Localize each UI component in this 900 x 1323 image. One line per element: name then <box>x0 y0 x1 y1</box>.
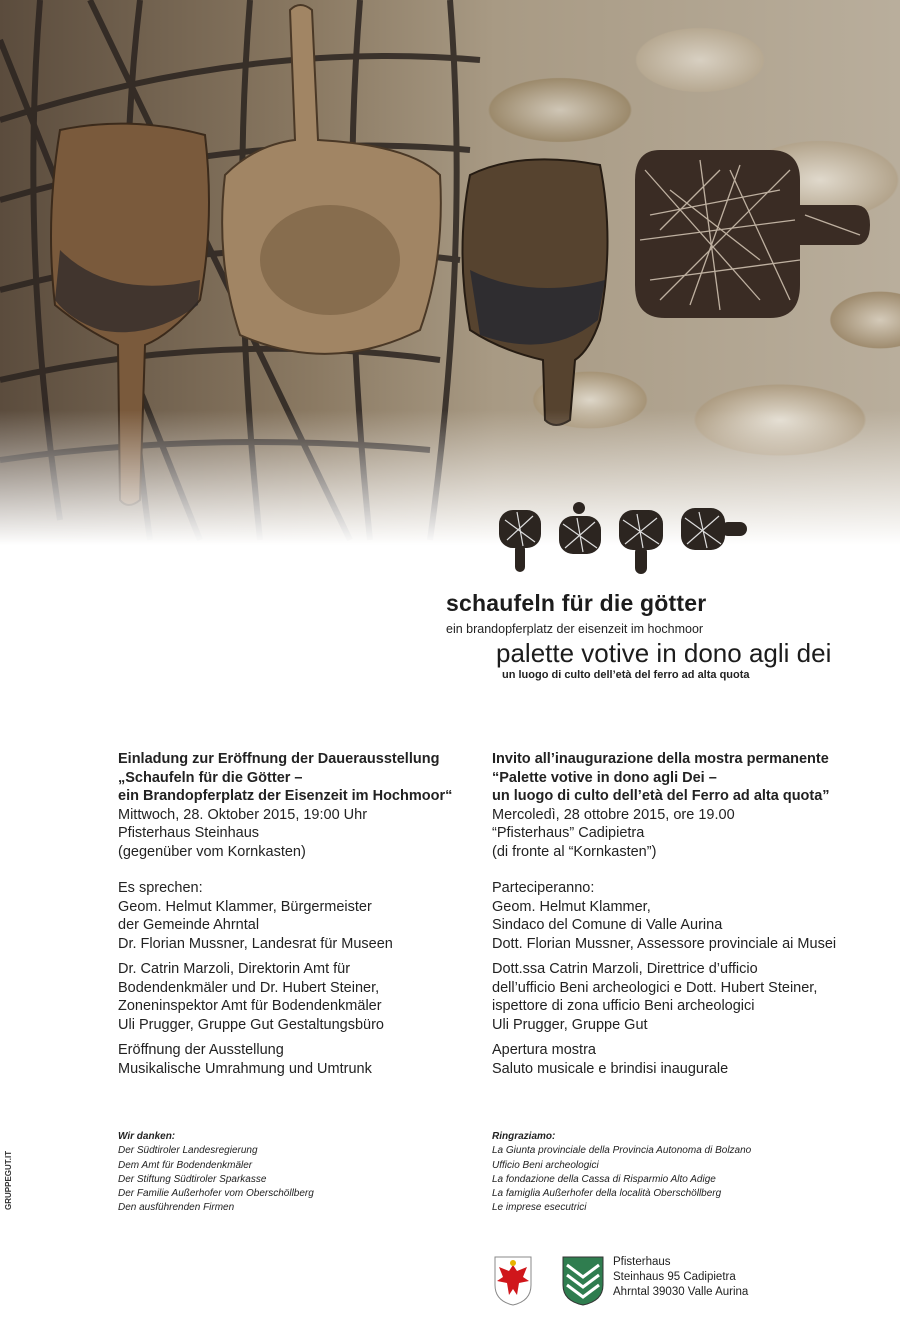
speaker-line: Dott. Florian Mussner, Assessore provinciale ai Musei <box>492 935 837 952</box>
invite-heading: Einladung zur Eröffnung der Dauerausstellung <box>118 751 440 767</box>
exhibition-name-line2: un luogo di culto dell’età del Ferro ad alta quota” <box>492 788 830 804</box>
speakers-heading: Parteciperanno: <box>492 880 595 896</box>
speaker-line: Uli Prugger, Gruppe Gut Gestaltungsbüro <box>118 1016 384 1033</box>
speaker-line: Dott.ssa Catrin Marzoli, Direttrice d’ufficio <box>492 961 758 977</box>
invite-heading: Invito all’inaugurazione della mostra permanente <box>492 751 829 767</box>
subtitle-italian: un luogo di culto dell’età del ferro ad alta quota <box>502 669 750 681</box>
thanks-item: La famiglia Außerhofer della località Oberschöllberg <box>492 1188 722 1200</box>
thanks-item: Der Familie Außerhofer vom Oberschöllberg <box>118 1188 314 1200</box>
speaker-line: ispettore di zona ufficio Beni archeologici <box>492 998 755 1014</box>
shovel-glyph-3-icon <box>619 510 663 574</box>
speaker-line: Sindaco del Comune di Valle Aurina <box>492 917 723 933</box>
thanks-italian <box>492 1130 751 1216</box>
exhibition-name-line1: “Palette votive in dono agli Dei – <box>492 769 717 786</box>
scratched-shovel-graphic <box>635 150 870 318</box>
designer-credit: GRUPPEGUT.IT <box>4 1150 13 1210</box>
thanks-item: Ufficio Beni archeologici <box>492 1159 599 1171</box>
thanks-item: La fondazione della Cassa di Risparmio Alto Adige <box>492 1173 716 1185</box>
event-date: Mercoledì, 28 ottobre 2015, ore 19.00 <box>492 806 735 823</box>
event-place: Pfisterhaus Steinhaus <box>118 825 260 841</box>
subtitle-german: ein brandopferplatz der eisenzeit im hochmoor <box>446 622 704 636</box>
shovel-glyph-2-icon <box>559 502 601 554</box>
south-tyrol-eagle-crest-icon <box>493 1255 533 1307</box>
shovel-glyph-4-icon <box>681 508 747 550</box>
speakers-heading: Es sprechen: <box>118 880 203 896</box>
address-line: Ahrntal 39030 Valle Aurina <box>613 1286 749 1298</box>
event-place-note: (gegenüber vom Kornkasten) <box>118 843 306 860</box>
speaker-line: Geom. Helmut Klammer, Bürgermeister <box>118 898 372 915</box>
speaker-line: Dr. Florian Mussner, Landesrat für Museen <box>118 935 393 952</box>
event-place: “Pfisterhaus” Cadipietra <box>492 825 645 841</box>
title-german: schaufeln für die götter <box>446 590 707 616</box>
italian-column <box>492 750 892 1078</box>
german-column <box>118 750 478 1078</box>
title-italian: palette votive in dono agli dei <box>496 638 832 668</box>
address-block <box>613 1255 748 1300</box>
hero-photo <box>0 0 900 560</box>
speaker-line: Dr. Catrin Marzoli, Direktorin Amt für <box>118 961 351 977</box>
thanks-item: Der Südtiroler Landesregierung <box>118 1145 258 1157</box>
thanks-item: La Giunta provinciale della Provincia Autonoma di Bolzano <box>492 1145 752 1157</box>
speaker-line: Geom. Helmut Klammer, <box>492 898 651 915</box>
thanks-german <box>118 1130 314 1216</box>
thanks-heading: Wir danken: <box>118 1131 176 1142</box>
thanks-heading: Ringraziamo: <box>492 1131 556 1142</box>
shovel-glyph-logo <box>497 500 777 580</box>
program-line: Eröffnung der Ausstellung <box>118 1042 284 1058</box>
speaker-line: der Gemeinde Ahrntal <box>118 917 260 933</box>
thanks-item: Der Stiftung Südtiroler Sparkasse <box>118 1173 267 1185</box>
address-line: Pfisterhaus <box>613 1256 671 1268</box>
speaker-line: Zoneninspektor Amt für Bodendenkmäler <box>118 998 382 1014</box>
address-line: Steinhaus 95 Cadipietra <box>613 1271 736 1283</box>
program-line: Saluto musicale e brindisi inaugurale <box>492 1060 729 1077</box>
program-line: Apertura mostra <box>492 1042 596 1058</box>
wooden-shovel-3 <box>463 159 608 425</box>
speaker-line: Bodendenkmäler und Dr. Hubert Steiner, <box>118 979 380 996</box>
program-line: Musikalische Umrahmung und Umtrunk <box>118 1060 372 1077</box>
thanks-item: Den ausführenden Firmen <box>118 1202 235 1214</box>
speaker-line: Uli Prugger, Gruppe Gut <box>492 1016 648 1033</box>
exhibition-name-line2: ein Brandopferplatz der Eisenzeit im Hochmoor“ <box>118 788 453 804</box>
exhibition-name-line1: „Schaufeln für die Götter – <box>118 769 303 786</box>
event-date: Mittwoch, 28. Oktober 2015, 19:00 Uhr <box>118 806 368 823</box>
thanks-item: Dem Amt für Bodendenkmäler <box>118 1159 253 1171</box>
speaker-line: dell’ufficio Beni archeologici e Dott. Hubert Steiner, <box>492 979 818 996</box>
ahrntal-crest-icon <box>561 1255 605 1307</box>
shovel-glyph-1-icon <box>499 510 541 572</box>
event-place-note: (di fronte al “Kornkasten”) <box>492 843 657 860</box>
thanks-item: Le imprese esecutrici <box>492 1202 587 1214</box>
